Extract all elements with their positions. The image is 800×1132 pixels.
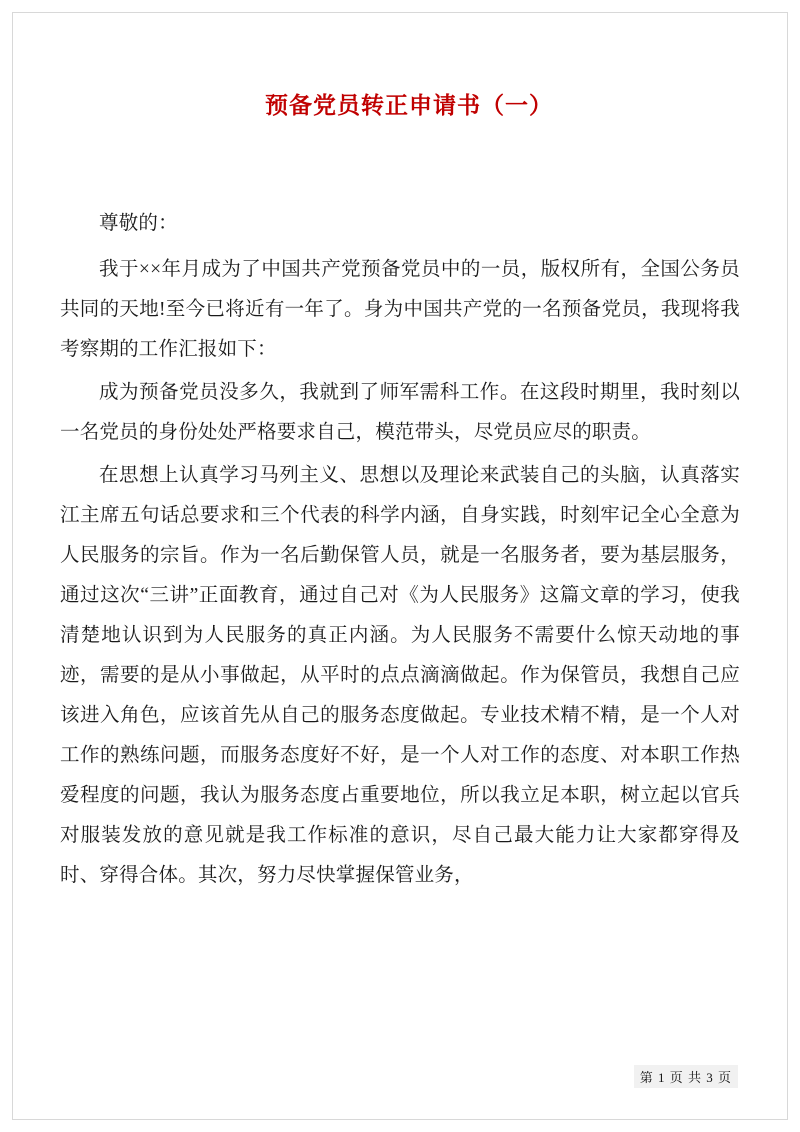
document-content <box>60 70 740 899</box>
document-body <box>60 204 740 895</box>
page-number-footer: 第 1 页 共 3 页 <box>634 1065 738 1088</box>
paragraph-1: 我于××年月成为了中国共产党预备党员中的一员，版权所有，全国公务员共同的天地!至今已将近有一年了。身为中国共产党的一名预备党员，我现将我考察期的工作汇报如下： <box>60 259 740 361</box>
paragraph-2: 成为预备党员没多久，我就到了师军需科工作。在这段时期里，我时刻以一名党员的身份处处严格要求自己，模范带头，尽党员应尽的职责。 <box>60 382 740 444</box>
paragraph-salutation: 尊敬的： <box>99 213 178 235</box>
paragraph-3: 在思想上认真学习马列主义、思想以及理论来武装自己的头脑，认真落实江主席五句话总要求和三个代表的科学内涵，自身实践，时刻牢记全心全意为人民服务的宗旨。作为一名后勤保管人员，就是一名服务者，要为基层服务，通过这次“三讲”正面教育，通过自己对《为人民服务》这篇文章的学习，使我清楚地认识到为人民服务的真正内涵。为人民服务不需要什么惊天动地的事迹，需要的是从小事做起，从平时的点点滴滴做起。作为保管员，我想自己应该进入角色，应该首先从自己的服务态度做起。专业技术精不精，是一个人对工作的熟练问题，而服务态度好不好，是一个人对工作的态度、对本职工作热爱程度的问题，我认为服务态度占重要地位，所以我立足本职，树立起以官兵对服装发放的意见就是我工作标准的意识，尽自己最大能力让大家都穿得及时、穿得合体。其次，努力尽快掌握保管业务， <box>60 465 740 886</box>
page-title: 预备党员转正申请书（一） <box>265 93 553 118</box>
